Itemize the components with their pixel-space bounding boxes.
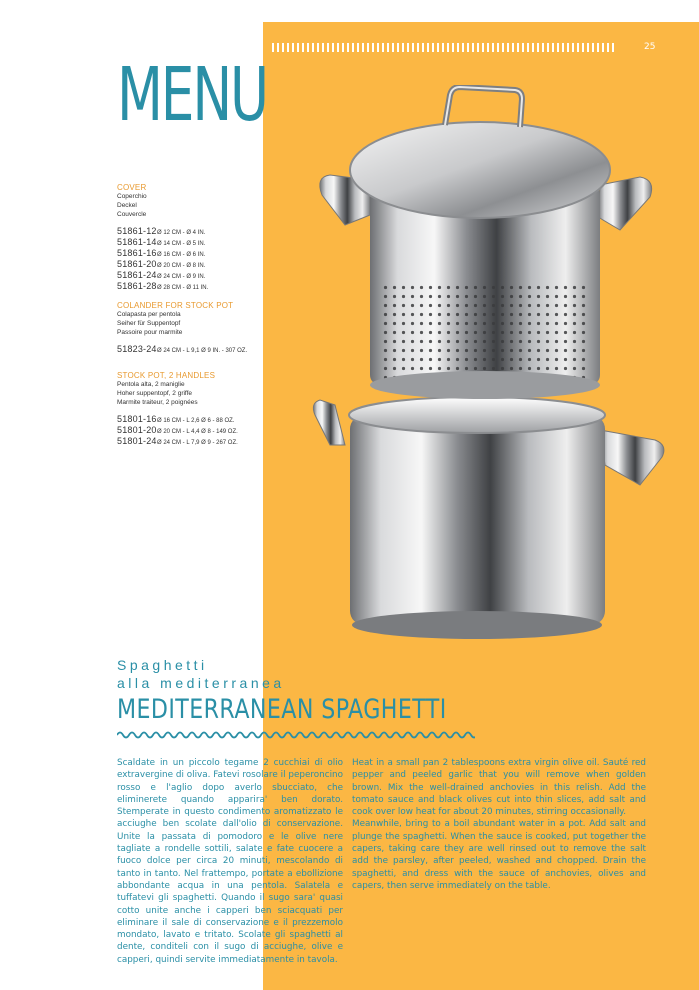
recipe-english-paragraph-2: Meanwhile, bring to a boil abundant water in a pot. Add salt and plunge the spaghetti. When the sauce is cooked, put together the capers, taking care they are well rinsed out to remove the salt add the parsley, after peeled, washed and chopped. Drain the spaghetti, and dress with the sauce of anchovies, olives and capers, then serve immediately on the table. xyxy=(352,819,646,891)
menu-title: MENU xyxy=(117,52,267,138)
product-size: Ø 16 CM - Ø 6 IN. xyxy=(157,252,206,258)
product-row xyxy=(117,282,277,293)
section-title: COLANDER FOR STOCK POT xyxy=(117,301,234,310)
product-code: 51801-16 xyxy=(117,414,157,424)
section-subtitle: Seiher für Suppentopf xyxy=(117,320,181,327)
product-code: 51861-20 xyxy=(117,259,157,269)
recipe-italian-paragraph: Scaldate in un piccolo tegame 2 cucchiai di olio extravergine di oliva. Fatevi rosolare il peperoncino rosso e l'aglio dopo averlo sbucciato, che eliminerete quando apparira' ben dorato. Stemperate in questo condimento aromatizzato le acciughe ben scolate dall'olio di conservazione. Unite la passata di pomodoro e le olive nere tagliate a rondelle sottili, salate e fate cuocere a fuoco dolce per circa 20 minuti, mescolando di tanto in tanto. Nel frattempo, portate a ebollizione abbondante acqua in una pentola. Salatela e tuffatevi gli spaghetti. Quando il sugo sara' quasi cotto unite anche i capperi ben sciacquati per eliminare il sale di conservazione e il prezzemolo mondato, lavato e tritato. Scolate gli spaghetti al dente, conditeli con il sugo di acciughe, olive e capperi, quindi servite immediatamente in tavola. xyxy=(117,758,343,965)
section-title: COVER xyxy=(117,183,147,192)
lid xyxy=(350,87,610,218)
product-code: 51861-14 xyxy=(117,237,157,247)
product-size: Ø 14 CM - Ø 5 IN. xyxy=(157,241,206,247)
section-subtitle: Couvercle xyxy=(117,211,147,218)
spec-section-cover xyxy=(117,183,277,293)
product-code: 51861-28 xyxy=(117,281,157,291)
section-subtitle: Pentola alta, 2 maniglie xyxy=(117,381,185,388)
product-row xyxy=(117,437,277,448)
spec-section-stock-pot xyxy=(117,371,277,448)
product-size: Ø 20 CM - Ø 8 IN. xyxy=(157,263,206,269)
product-size: Ø 24 CM - L 7,9 Ø 9 - 267 OZ. xyxy=(157,440,238,446)
stock-pot-illustration xyxy=(300,85,680,645)
product-code: 51801-24 xyxy=(117,436,157,446)
section-subtitle: Colapasta per pentola xyxy=(117,311,181,318)
product-size: Ø 16 CM - L 2,6 Ø 6 - 88 OZ. xyxy=(157,418,235,424)
product-size: Ø 24 CM - L 9,1 Ø 9 IN. - 307 OZ. xyxy=(157,348,248,354)
recipe-title: MEDITERRANEAN SPAGHETTI xyxy=(117,694,447,725)
product-code: 51861-16 xyxy=(117,248,157,258)
product-size: Ø 12 CM - Ø 4 IN. xyxy=(157,230,206,236)
section-subtitle: Marmite traiteur, 2 poignées xyxy=(117,399,198,406)
page-number: 25 xyxy=(644,42,656,52)
product-size: Ø 28 CM - Ø 11 IN. xyxy=(157,285,209,291)
recipe-subtitle-line1: Spaghetti xyxy=(117,657,208,673)
product-code: 51801-20 xyxy=(117,425,157,435)
product-row xyxy=(117,345,277,356)
wave-divider xyxy=(117,729,475,741)
stock-pot xyxy=(313,397,664,639)
product-size: Ø 20 CM - L 4,4 Ø 8 - 149 OZ. xyxy=(157,429,238,435)
recipe-english-paragraph-1: Heat in a small pan 2 tablespoons extra virgin olive oil. Sauté red pepper and peeled garlic that you will remove when golden brown. Mix the well-drained anchovies in this relish. Add the tomato sauce and black olives cut into thin slices, add salt and cook over low heat for about 20 minutes, stirring occasionally. xyxy=(352,758,646,818)
spec-section-colander xyxy=(117,301,277,356)
section-subtitle: Deckel xyxy=(117,202,137,209)
decorative-bar-stripe xyxy=(272,43,617,52)
section-title: STOCK POT, 2 HANDLES xyxy=(117,371,216,380)
section-subtitle: Hoher suppentopf, 2 griffe xyxy=(117,390,193,397)
section-subtitle: Coperchio xyxy=(117,193,147,200)
product-code: 51861-12 xyxy=(117,226,157,236)
product-code: 51861-24 xyxy=(117,270,157,280)
section-subtitle: Passoire pour marmite xyxy=(117,329,183,336)
product-code: 51823-24 xyxy=(117,344,157,354)
recipe-italian-text xyxy=(117,757,343,966)
recipe-subtitle-line2: alla mediterranea xyxy=(117,675,285,691)
recipe-english-text xyxy=(352,757,646,892)
product-size: Ø 24 CM - Ø 9 IN. xyxy=(157,274,206,280)
